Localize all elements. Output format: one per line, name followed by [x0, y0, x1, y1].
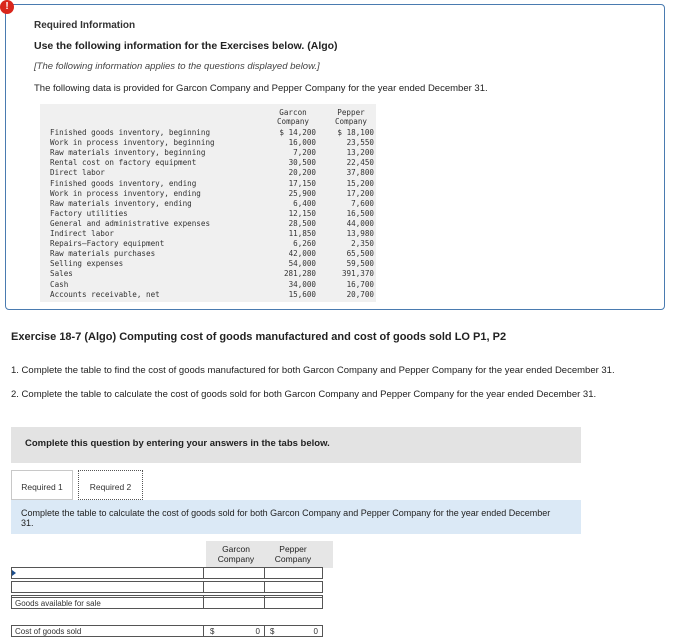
tab-prompt [11, 500, 581, 534]
data-row-pepper-value: 44,000 [346, 218, 374, 228]
col-head-garcon-line2: Company [276, 117, 309, 126]
data-row-label: Sales [50, 269, 73, 279]
data-row-garcon-value: 34,000 [288, 279, 316, 289]
data-row-label: Cash [50, 279, 69, 289]
answer-row-1[interactable] [11, 567, 323, 579]
data-row-label: Factory utilities [50, 208, 128, 218]
data-row-pepper-value: 7,600 [351, 198, 374, 208]
answer-row-2[interactable] [11, 581, 323, 593]
company-data-table [40, 104, 376, 302]
data-row-garcon-value: 54,000 [288, 259, 316, 269]
data-row-garcon-value: 6,260 [293, 239, 316, 249]
answer-head-pepper [263, 544, 323, 564]
data-row-pepper-value: 13,200 [346, 148, 374, 158]
data-row-pepper-value: 16,700 [346, 279, 374, 289]
cell-divider [203, 626, 204, 636]
cell-divider [203, 598, 204, 608]
data-row-pepper-value: 2,350 [351, 239, 374, 249]
row-caret-icon [12, 570, 16, 576]
data-row-pepper-value: 15,200 [346, 178, 374, 188]
cogs-row [11, 625, 323, 637]
required-info-title: Required Information [34, 20, 136, 31]
data-row-pepper-value: 23,550 [346, 138, 374, 148]
alert-icon: ! [0, 0, 14, 14]
data-row-garcon-value: 30,500 [288, 158, 316, 168]
applies-note: [The following information applies to the questions displayed below.] [34, 61, 320, 72]
complete-banner-text: Complete this question by entering your answers in the tabs below. [25, 438, 330, 449]
data-row-garcon-value: 7,200 [293, 148, 316, 158]
cell-divider [203, 582, 204, 592]
data-row-garcon-value: $ 14,200 [279, 128, 316, 137]
data-row-label: Work in process inventory, beginning [50, 138, 215, 148]
col-head-garcon-line1: Garcon [279, 108, 307, 117]
instruction-2: 2. Complete the table to calculate the cost of goods sold for both Garcon Company and Pepper Company for the year ended December 31. [11, 389, 597, 400]
cogs-pepper-dollar: $ [270, 627, 275, 636]
data-row-label: Finished goods inventory, ending [50, 178, 197, 188]
tab-required-1[interactable] [11, 470, 73, 500]
data-row-garcon-value: 281,280 [283, 269, 316, 279]
tab-required-1-label: Required 1 [21, 482, 63, 492]
tab-prompt-text: Complete the table to calculate the cost of goods sold for both Garcon Company and Pepper Company for the year ended December 31. [21, 508, 551, 528]
cell-divider [264, 626, 265, 636]
data-row-label: Accounts receivable, net [50, 289, 160, 299]
data-row-garcon-value: 16,000 [288, 138, 316, 148]
data-row-garcon-value: 28,500 [288, 218, 316, 228]
cogs-garcon-dollar: $ [210, 627, 215, 636]
cell-divider [264, 582, 265, 592]
data-row-pepper-value: 20,700 [346, 289, 374, 299]
data-row-label: Raw materials purchases [50, 249, 156, 259]
cogs-pepper-value: 0 [313, 627, 318, 636]
use-info-heading: Use the following information for the Exercises below. (Algo) [34, 40, 338, 52]
answer-head-garcon [206, 544, 266, 564]
data-row-garcon-value: 6,400 [293, 198, 316, 208]
col-head-pepper [326, 108, 376, 126]
data-row-pepper-value: 391,370 [341, 269, 374, 279]
data-row-garcon-value: 25,900 [288, 188, 316, 198]
data-row-label: Rental cost on factory equipment [50, 158, 197, 168]
exercise-title: Exercise 18-7 (Algo) Computing cost of goods manufactured and cost of goods sold LO P1, P2 [11, 331, 507, 343]
col-head-pepper-line2: Company [334, 117, 367, 126]
tab-required-2-label: Required 2 [89, 482, 132, 492]
answer-head-garcon-line1: Garcon [222, 544, 250, 554]
data-row-pepper-value: 13,980 [346, 229, 374, 238]
data-row-garcon-value: 20,200 [288, 168, 316, 178]
instruction-1: 1. Complete the table to find the cost of goods manufactured for both Garcon Company and Pepper Company for the year ended December 31. [11, 365, 615, 376]
cell-divider [203, 568, 204, 578]
goods-available-row[interactable] [11, 597, 323, 609]
data-row-label: Selling expenses [50, 259, 124, 269]
answer-head-pepper-line1: Pepper [279, 544, 307, 554]
data-row-label: Finished goods inventory, beginning [50, 128, 211, 137]
cogs-label: Cost of goods sold [15, 627, 82, 636]
data-row-pepper-value: 22,450 [346, 158, 374, 168]
complete-banner [11, 427, 581, 463]
data-row-pepper-value: 65,500 [346, 249, 374, 259]
data-row-garcon-value: 15,600 [288, 289, 316, 299]
goods-available-label: Goods available for sale [15, 599, 101, 608]
data-row-garcon-value: 11,850 [288, 229, 316, 238]
answer-head-pepper-line2: Company [274, 554, 312, 564]
cell-divider [264, 568, 265, 578]
data-row-pepper-value: 17,200 [346, 188, 374, 198]
data-row-label: General and administrative expenses [50, 218, 211, 228]
data-row-garcon-value: 12,150 [288, 208, 316, 218]
data-row-label: Direct labor [50, 168, 105, 178]
data-row-pepper-value: 16,500 [346, 208, 374, 218]
data-row-label: Repairs—Factory equipment [50, 239, 165, 249]
data-row-label: Raw materials inventory, beginning [50, 148, 206, 158]
cogs-garcon-value: 0 [255, 627, 260, 636]
data-row-pepper-value: 59,500 [346, 259, 374, 269]
col-head-garcon [268, 108, 318, 126]
data-row-label: Raw materials inventory, ending [50, 198, 192, 208]
data-row-label: Indirect labor [50, 229, 115, 238]
col-head-pepper-line1: Pepper [337, 108, 365, 117]
data-row-pepper-value: $ 18,100 [337, 128, 374, 137]
data-row-garcon-value: 42,000 [288, 249, 316, 259]
answer-head-garcon-line2: Company [217, 554, 255, 564]
data-row-pepper-value: 37,800 [346, 168, 374, 178]
data-row-garcon-value: 17,150 [288, 178, 316, 188]
cell-divider [264, 598, 265, 608]
data-row-label: Work in process inventory, ending [50, 188, 201, 198]
tab-required-2[interactable] [78, 470, 143, 500]
data-intro: The following data is provided for Garcon Company and Pepper Company for the year ended December 31. [34, 83, 488, 94]
